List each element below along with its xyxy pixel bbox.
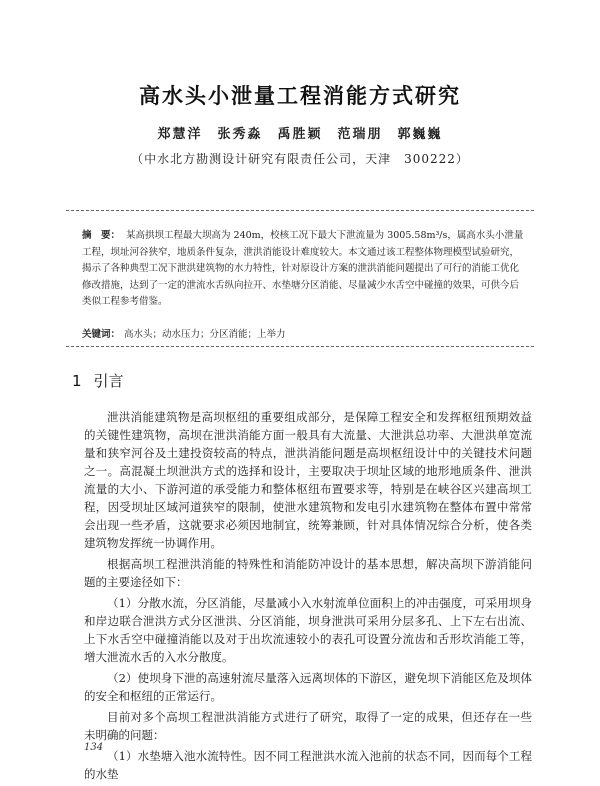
section-heading bbox=[72, 370, 124, 391]
body-text bbox=[84, 408, 532, 786]
body-paragraph: 根据高坝工程泄洪消能的特殊性和消能防冲设计的基本思想，解决高坝下游消能问题的主要途径如下： bbox=[84, 557, 532, 589]
abstract-text: 某高拱坝工程最大坝高为 240m，校核工况下最大下泄流量为 3005.58m³/s，属高水头小泄量工程，坝址河谷狭窄，地质条件复杂，泄洪消能设计难度较大。本文通过该工程整体物理模型试验研究，揭示了各种典型工况下泄洪建筑物的水力特性，针对原设计方案的泄洪消能问题提出了可行的消能工优化修改措施，达到了一定的泄流水舌纵向拉开、水垫塘分区消能、尽量减少水舌空中碰撞的效果，可供今后类似工程参考借鉴。 bbox=[82, 230, 524, 307]
keywords-label: 关键词： bbox=[82, 329, 121, 340]
body-paragraph: 泄洪消能建筑物是高坝枢纽的重要组成部分，是保障工程安全和发挥枢纽预期效益的关键性建筑物，高坝在泄洪消能方面一般具有大流量、大泄洪总功率、大泄洪单宽流量和狭窄河谷及土建投资较高的特点，泄洪消能问题是高坝枢纽设计中的关键技术问题之一。高混凝土坝泄洪方式的选择和设计，主要取决于坝址区域的地形地质条件、泄洪流量的大小、下游河道的承受能力和整体枢纽布置要求等，特别是在峡谷区兴建高坝工程，因受坝址区域河道狭窄的限制，使泄水建筑物和发电引水建筑物在整体布置中常常会出现一些矛盾，这就要求必须因地制宜，统筹兼顾，针对具体情况综合分析，使各类建筑物发挥统一协调作用。 bbox=[84, 410, 532, 550]
abstract-bottom-rule bbox=[66, 346, 534, 347]
body-paragraph: （2）使坝身下泄的高速射流尽量落入远离坝体的下游区，避免坝下消能区危及坝体的安全和枢纽的正常运行。 bbox=[84, 671, 532, 703]
affiliation: （中水北方勘测设计研究有限责任公司，天津 300222） bbox=[131, 152, 469, 166]
abstract-block bbox=[82, 228, 524, 311]
abstract-top-rule bbox=[66, 210, 534, 211]
section-number: 1 bbox=[72, 372, 82, 390]
author-list: 郑慧洋 张秀淼 禹胜颖 范瑞朋 郭巍巍 bbox=[157, 127, 443, 142]
paper-title: 高水头小泄量工程消能方式研究 bbox=[139, 84, 461, 108]
keywords-block bbox=[82, 326, 524, 340]
body-paragraph: （1）分散水流，分区消能，尽量减小入水射流单位面积上的冲击强度，可采用坝身和岸边联合泄洪方式分区泄洪、分区消能，坝身泄洪可采用分层多孔、上下左右出流、上下水舌空中碰撞消能以及对于出坎流速较小的表孔可设置分流齿和舌形坎消能工等，增大泄流水舌的入水分散度。 bbox=[84, 596, 532, 664]
body-paragraph: 目前对多个高坝工程泄洪消能方式进行了研究，取得了一定的成果，但还存在一些未明确的问题： bbox=[84, 710, 532, 742]
body-paragraph: （1）水垫塘入池水流特性。因不同工程泄洪水流入池前的状态不同，因而每个工程的水垫 bbox=[84, 749, 532, 781]
abstract-label: 摘 要： bbox=[82, 230, 121, 241]
page-number: 134 bbox=[84, 742, 104, 753]
section-title: 引言 bbox=[93, 372, 124, 390]
keywords-text: 高水头；动水压力；分区消能；上举力 bbox=[124, 329, 286, 340]
